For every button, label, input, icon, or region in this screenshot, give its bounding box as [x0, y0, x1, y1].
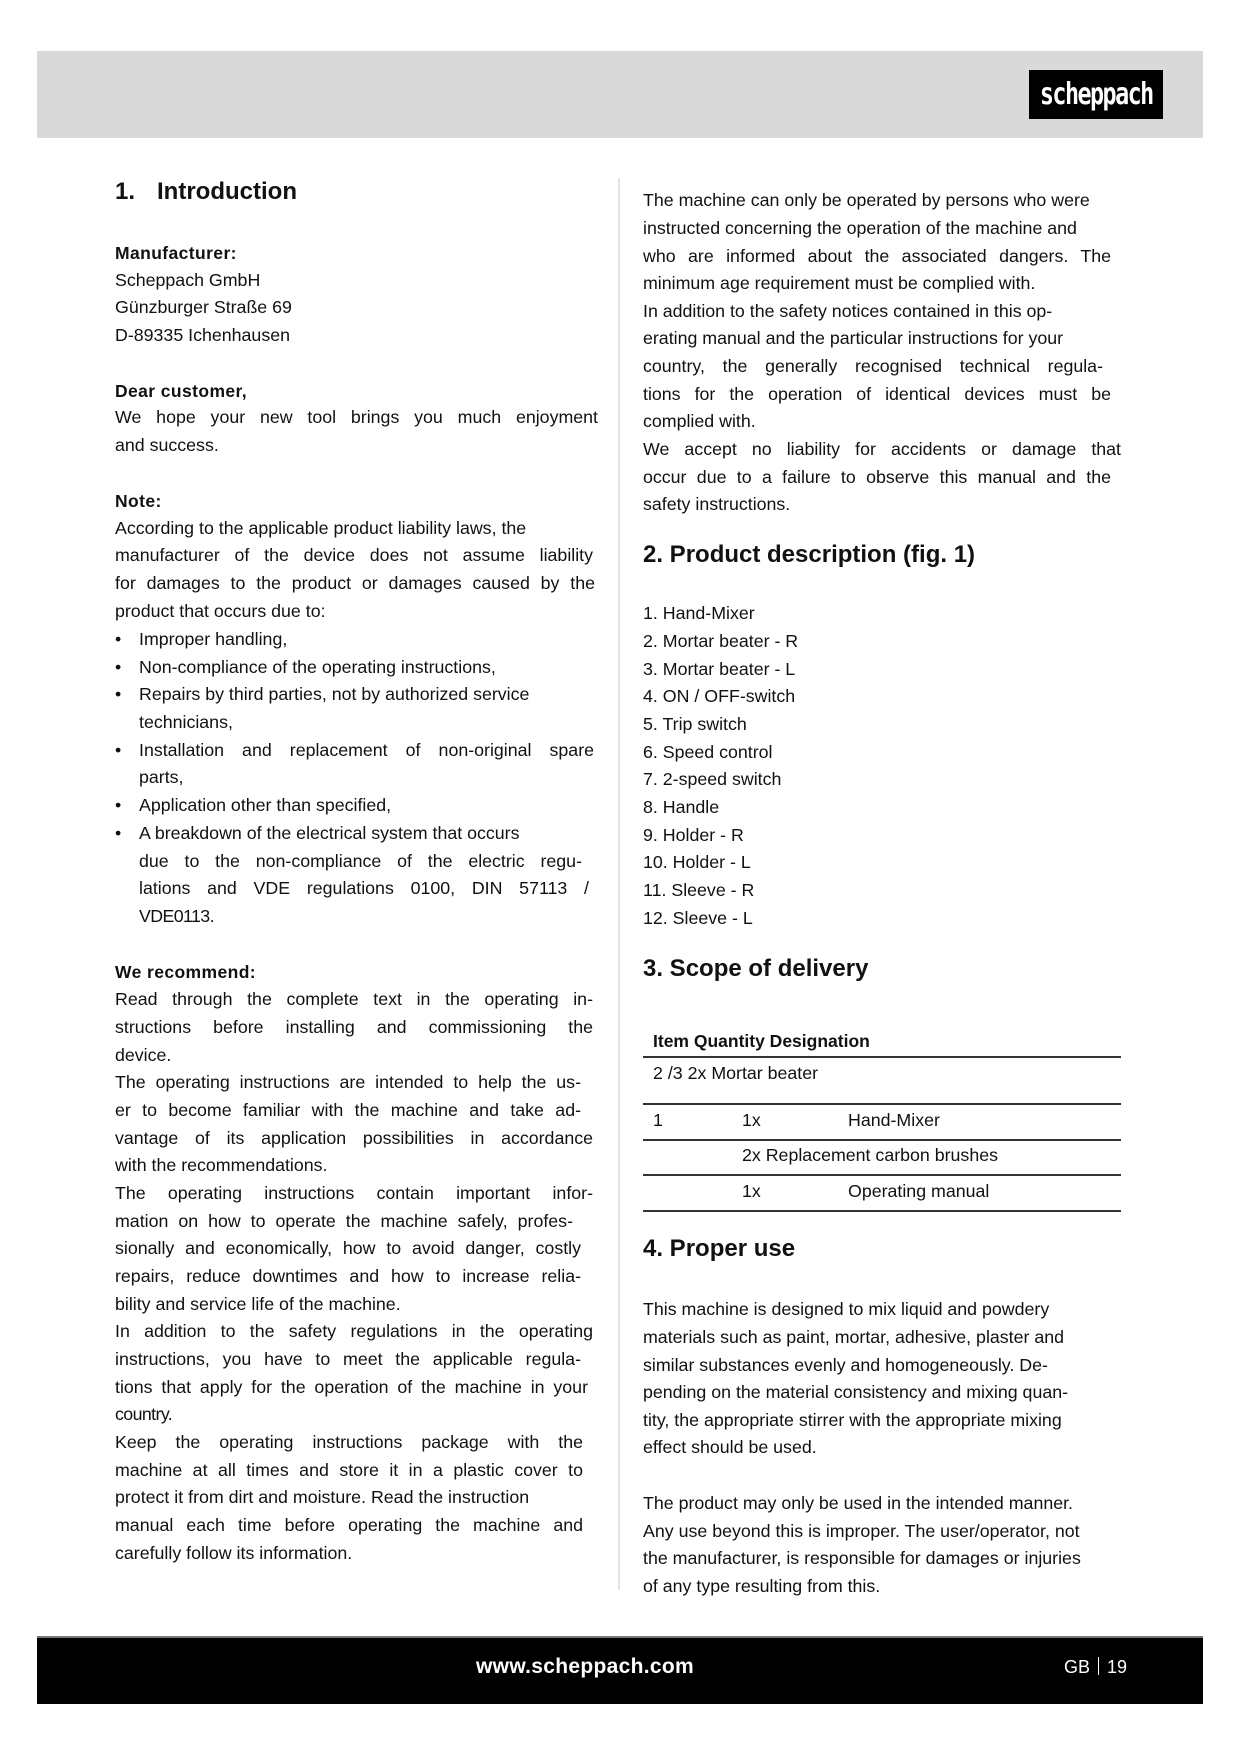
recommend-line: vantage of its application possibilities in accordance	[115, 1128, 593, 1148]
intro-line: country, the generally recognised technical regula-	[643, 356, 1103, 376]
table-cell-qty: 2x Replacement carbon brushes	[742, 1145, 998, 1165]
recommend-line: structions before installing and commissioning the	[115, 1017, 593, 1037]
product-part-item: 10. Holder - L	[643, 852, 751, 872]
manufacturer-line: D-89335 Ichenhausen	[115, 325, 290, 345]
intro-line: instructed concerning the operation of the machine and	[643, 218, 1077, 238]
separator	[1098, 1657, 1099, 1675]
table-cell-designation: Operating manual	[848, 1181, 990, 1201]
intro-line: We accept no liability for accidents or damage that	[643, 439, 1121, 459]
recommend-line: protect it from dirt and moisture. Read the instruction	[115, 1487, 530, 1507]
recommend-line: Read through the complete text in the operating in-	[115, 989, 593, 1009]
recommend-line: with the recommendations.	[115, 1155, 328, 1175]
manufacturer-line: Günzburger Straße 69	[115, 297, 292, 317]
intro-line: erating manual and the particular instructions for your	[643, 328, 1064, 348]
proper-use-line: effect should be used.	[643, 1437, 817, 1457]
intro-line: who are informed about the associated dangers. The	[643, 246, 1111, 266]
proper-use-line: This machine is designed to mix liquid and powdery	[643, 1299, 1050, 1319]
manufacturer-line: Scheppach GmbH	[115, 270, 261, 290]
proper-use-line: similar substances evenly and homogeneously. De-	[643, 1355, 1048, 1375]
website-link[interactable]: www.scheppach.com	[476, 1655, 694, 1678]
section-4-heading: 4. Proper use	[643, 1235, 796, 1262]
recommend-line: sionally and economically, how to avoid danger, costly	[115, 1238, 581, 1258]
logo-text: scheppach	[1039, 76, 1153, 112]
product-part-item: 7. 2-speed switch	[643, 769, 782, 789]
note-line: manufacturer of the device does not assume liability	[115, 545, 593, 565]
proper-use-line: tity, the appropriate stirrer with the appropriate mixing	[643, 1410, 1062, 1430]
note-line: product that occurs due to:	[115, 601, 326, 621]
page-number-value: 19	[1106, 1657, 1127, 1677]
product-part-item: 1. Hand-Mixer	[643, 603, 755, 623]
table-rule	[643, 1210, 1121, 1212]
note-line: According to the applicable product liability laws, the	[115, 518, 527, 538]
product-part-item: 11. Sleeve - R	[643, 880, 755, 900]
recommend-line: mation on how to operate the machine safely, profes-	[115, 1211, 573, 1231]
dear-customer-label: Dear customer,	[115, 381, 248, 401]
product-part-item: 9. Holder - R	[643, 825, 744, 845]
table-row	[653, 1063, 818, 1084]
delivery-table-header: Item Quantity Designation	[653, 1031, 870, 1051]
product-part-item: 12. Sleeve - L	[643, 908, 753, 928]
table-rule	[643, 1103, 1121, 1105]
product-part-item: 8. Handle	[643, 797, 720, 817]
proper-use-line: materials such as paint, mortar, adhesive, plaster and	[643, 1327, 1065, 1347]
section-3-heading: 3. Scope of delivery	[643, 955, 869, 982]
dear-line: and success.	[115, 435, 219, 455]
intro-line: complied with.	[643, 411, 756, 431]
proper-use-line: the manufacturer, is responsible for damages or injuries	[643, 1548, 1081, 1568]
scheppach-logo	[1029, 70, 1163, 119]
section-1-heading: 1. Introduction	[115, 178, 297, 205]
recommend-line: carefully follow its information.	[115, 1543, 353, 1563]
intro-line: safety instructions.	[643, 494, 791, 514]
intro-line: The machine can only be operated by persons who were	[643, 190, 1090, 210]
proper-use-line: of any type resulting from this.	[643, 1576, 881, 1596]
note-line: for damages to the product or damages caused by the	[115, 573, 595, 593]
proper-use-line: pending on the material consistency and mixing quan-	[643, 1382, 1069, 1402]
dear-line: We hope your new tool brings you much enjoyment	[115, 407, 598, 427]
product-part-item: 6. Speed control	[643, 742, 773, 762]
page-footer	[37, 1636, 1203, 1704]
table-cell-qty: 1x	[742, 1181, 761, 1201]
recommend-line: device.	[115, 1045, 172, 1065]
recommend-line: The operating instructions contain important infor-	[115, 1183, 593, 1203]
recommend-line: The operating instructions are intended to help the us-	[115, 1072, 581, 1092]
manufacturer-label: Manufacturer:	[115, 243, 237, 263]
table-cell-item: 1	[653, 1110, 663, 1130]
recommend-line: instructions, you have to meet the applicable regula-	[115, 1349, 581, 1369]
intro-line: tions for the operation of identical devices must be	[643, 384, 1111, 404]
column-divider	[618, 178, 620, 1590]
recommend-line: In addition to the safety regulations in the operating	[115, 1321, 593, 1341]
page-number	[1064, 1657, 1127, 1678]
intro-line: occur due to a failure to observe this manual and the	[643, 467, 1111, 487]
intro-line: In addition to the safety notices contained in this op-	[643, 301, 1053, 321]
recommend-line: er to become familiar with the machine and take ad-	[115, 1100, 581, 1120]
recommend-line: machine at all times and store it in a plastic cover to	[115, 1460, 583, 1480]
product-part-item: 5. Trip switch	[643, 714, 747, 734]
product-part-item: 2. Mortar beater - R	[643, 631, 799, 651]
recommend-line: tions that apply for the operation of the machine in your	[115, 1377, 588, 1397]
recommend-line: repairs, reduce downtimes and how to increase relia-	[115, 1266, 581, 1286]
table-cell-item: 2 /3 2x Mortar beater	[653, 1063, 819, 1083]
recommend-line: Keep the operating instructions package with the	[115, 1432, 583, 1452]
product-part-item: 4. ON / OFF-switch	[643, 686, 796, 706]
table-cell-qty: 1x	[742, 1110, 761, 1130]
product-part-item: 3. Mortar beater - L	[643, 659, 796, 679]
recommend-label: We recommend:	[115, 962, 257, 982]
recommend-line: bility and service life of the machine.	[115, 1294, 401, 1314]
table-rule	[643, 1174, 1121, 1176]
note-label: Note:	[115, 491, 162, 511]
table-cell-designation: Hand-Mixer	[848, 1110, 940, 1130]
language-code: GB	[1063, 1657, 1090, 1677]
table-rule	[643, 1139, 1121, 1141]
recommend-line: country.	[115, 1404, 173, 1424]
recommend-line: manual each time before operating the machine and	[115, 1515, 583, 1535]
intro-line: minimum age requirement must be complied with.	[643, 273, 1036, 293]
proper-use-line: The product may only be used in the intended manner.	[643, 1493, 1073, 1513]
proper-use-line: Any use beyond this is improper. The user/operator, not	[643, 1521, 1080, 1541]
section-2-heading: 2. Product description (fig. 1)	[643, 541, 976, 568]
table-rule	[643, 1056, 1121, 1058]
